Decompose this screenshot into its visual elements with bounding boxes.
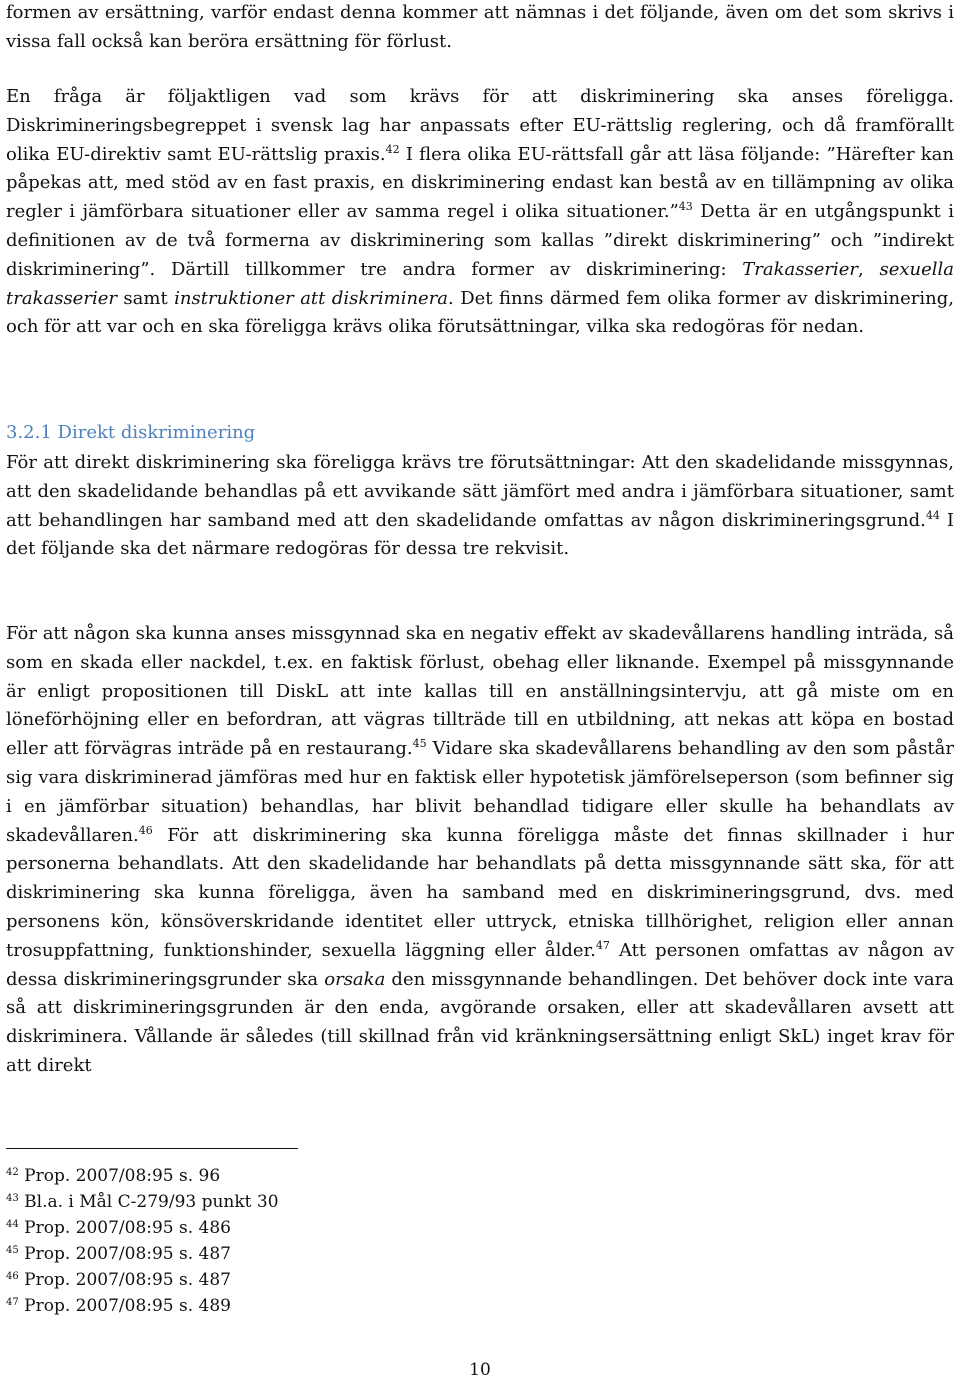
- section-title: Direkt diskriminering: [57, 422, 256, 443]
- page-number: 10: [469, 1360, 491, 1380]
- footnote: [6, 1241, 279, 1267]
- footnote-ref[interactable]: 46: [138, 823, 153, 837]
- paragraph-text: I det följande ska det närmare redogöras för dessa tre rekvisit.: [6, 509, 954, 560]
- footnote-text: Prop. 2007/08:95 s. 487: [24, 1270, 231, 1290]
- footnote: [6, 1189, 279, 1215]
- paragraph-text: För att direkt diskriminering ska föreligga krävs tre förutsättningar: Att den skadelidande missgynnas, att den skadelidande behandlas på ett avvikande sätt jämfört med andra i jämförbara situationer, samt att behandlingen har samband med att den skadelidande omfattas av någon diskrimineringsgrund.: [6, 452, 954, 531]
- section-heading: [6, 420, 255, 446]
- paragraph-text: För att någon ska kunna anses missgynnad ska en negativ effekt av skadevållarens handling inträda, så som en skada eller nackdel, t.ex. en faktisk förlust, obehag eller liknande. Exempel på missgynnande är enligt propositionen till DiskL att inte kallas till en anställningsintervju, att gå miste om en löneförhöjning eller en befordran, att vägras tillträde till en utbildning, att nekas att köpa en bostad eller att förvägras inträde på en restaurang.: [6, 623, 954, 760]
- footnote: [6, 1267, 279, 1293]
- paragraph-text: För att diskriminering ska kunna föreligga måste det finnas skillnader i hur personerna behandlats. Att den skadelidande har behandlats på detta missgynnande sätt ska, för att diskriminering ska kunna föreligga, även ha samband med en diskrimineringsgrund, dvs. med personens kön, könsöverskridande identitet eller uttryck, etniska tillhörighet, religion eller annan trosuppfattning, funktionshinder, sexuella läggning eller ålder.: [6, 824, 954, 961]
- footnote-ref[interactable]: 43: [678, 200, 693, 214]
- footnote-ref[interactable]: 47: [595, 938, 610, 952]
- footnote-number: 45: [6, 1245, 19, 1256]
- footnote-text: Bl.a. i Mål C-279/93 punkt 30: [24, 1192, 279, 1212]
- paragraph-text: I flera olika EU-rättsfall går att läsa följande: ”Härefter kan påpekas att, med stöd av en fast praxis, en diskriminering endast kan bestå av en tillämpning av olika regler i jämförbara situationer eller av samma regel i olika situationer.”: [6, 143, 954, 223]
- paragraph-text: den missgynnande behandlingen. Det behöver dock inte vara så att diskrimineringsgrunden är den enda, avgörande orsaken, eller att skadevållaren avsett att diskriminera. Vållande är således (till skillnad från vid kränkningsersättning enligt SkL) inget krav för att direkt: [6, 968, 954, 1076]
- footnote: [6, 1293, 279, 1319]
- paragraph-text: ,: [858, 258, 880, 280]
- section-number: 3.2.1: [6, 422, 52, 443]
- paragraph-discrimination-forms: [6, 83, 954, 342]
- footnote-number: 46: [6, 1271, 19, 1282]
- footnote-text: Prop. 2007/08:95 s. 486: [24, 1218, 231, 1238]
- footnote-number: 47: [6, 1297, 19, 1308]
- footnote: [6, 1163, 279, 1189]
- footnote-number: 42: [6, 1167, 19, 1178]
- paragraph-text: samt: [116, 287, 175, 309]
- paragraph-text: En fråga är följaktligen vad som krävs för att diskriminering ska anses föreligga. Diskrimineringsbegreppet i svensk lag har anpassats efter EU-rättslig reglering, och då framförallt olika EU-direktiv samt EU-rättslig praxis.: [6, 86, 954, 165]
- paragraph-requirements: [6, 449, 954, 564]
- italic-term: instruktioner att diskriminera: [174, 287, 449, 309]
- paragraph-intro: [6, 0, 954, 57]
- footnote-ref[interactable]: 45: [412, 737, 427, 751]
- footnote-text: Prop. 2007/08:95 s. 96: [24, 1166, 221, 1186]
- italic-term: Trakasserier: [742, 258, 859, 280]
- footnote-text: Prop. 2007/08:95 s. 489: [24, 1296, 231, 1316]
- paragraph-text: Detta är en utgångspunkt i definitionen av de två formerna av diskriminering som kallas ”direkt diskriminering” och ”indirekt diskriminering”. Därtill tillkommer tre andra former av diskriminering:: [6, 201, 955, 280]
- document-page: [6, 0, 954, 1385]
- footnote-separator: [6, 1148, 298, 1149]
- footnote-text: Prop. 2007/08:95 s. 487: [24, 1244, 231, 1264]
- paragraph-text: Att personen omfattas av någon av dessa diskrimineringsgrunder ska: [6, 939, 955, 990]
- footnote-ref[interactable]: 44: [925, 508, 940, 522]
- italic-term: orsaka: [324, 968, 386, 990]
- footnote-number: 44: [6, 1219, 19, 1230]
- footnote-ref[interactable]: 42: [385, 142, 400, 156]
- footnote: [6, 1215, 279, 1241]
- paragraph-text: formen av ersättning, varför endast denna kommer att nämnas i det följande, även om det som skrivs i vissa fall också kan beröra ersättning för förlust.: [6, 2, 954, 52]
- paragraph-text: . Det finns därmed fem olika former av diskriminering, och för att var och en ska föreligga krävs olika förutsättningar, vilka ska redogöras för nedan.: [6, 287, 954, 338]
- paragraph-disadvantage: [6, 620, 954, 1081]
- paragraph-text: Vidare ska skadevållarens behandling av den som påstår sig vara diskriminerad jämföras med hur en faktisk eller hypotetisk jämförelseperson (som befinner sig i en jämförbar situation) behandlas, har blivit behandlad tidigare eller skulle ha behandlats av skadevållaren.: [6, 738, 954, 846]
- italic-term: sexuella trakasserier: [6, 258, 954, 309]
- footnotes: [6, 1163, 279, 1319]
- footnote-number: 43: [6, 1193, 19, 1204]
